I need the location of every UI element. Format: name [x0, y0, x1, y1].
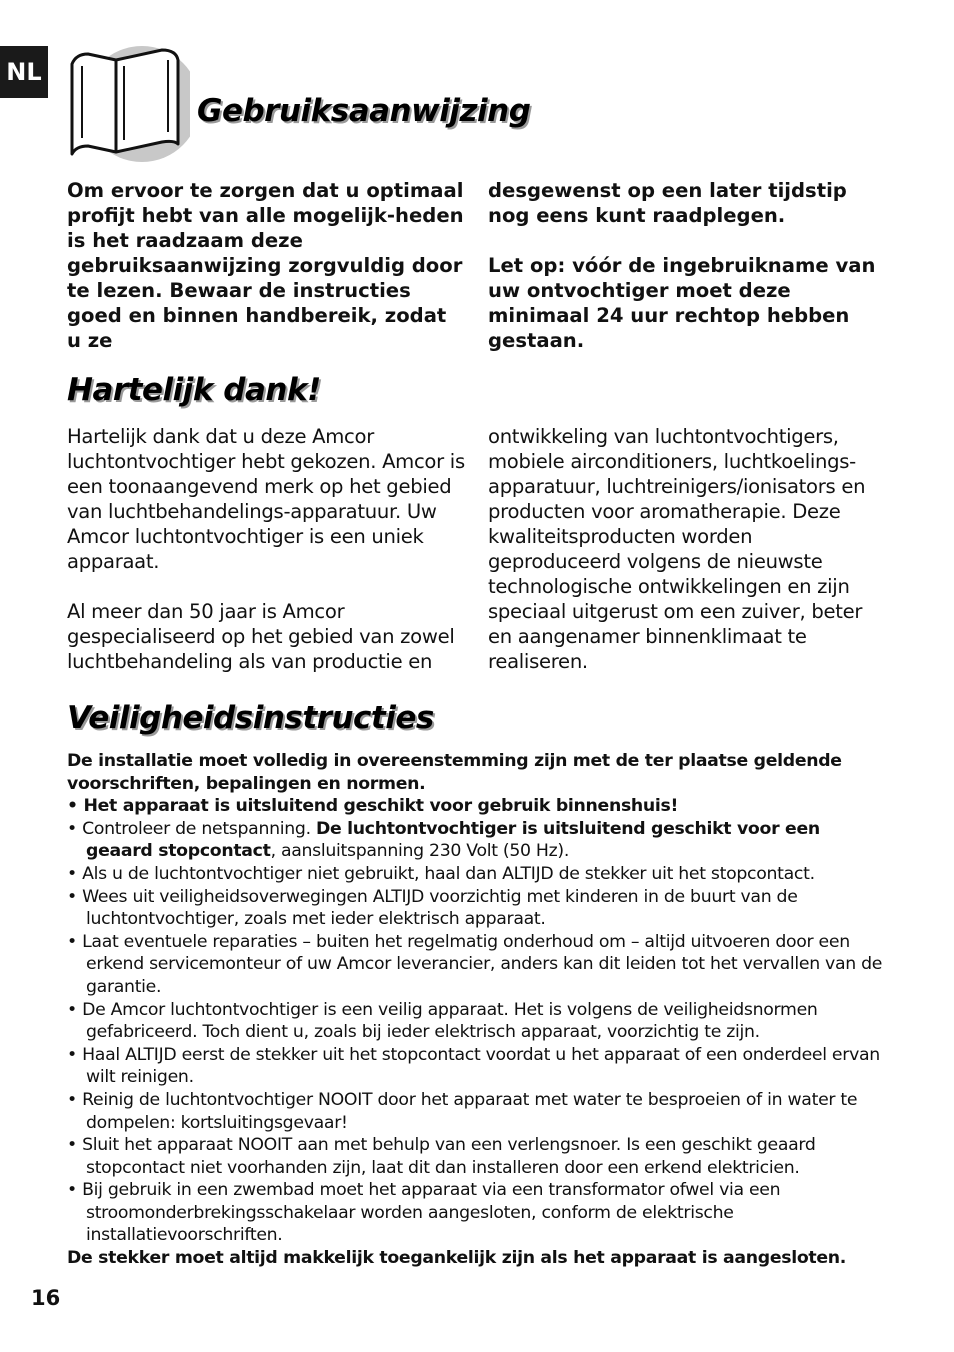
- bullet: •: [67, 796, 78, 817]
- list-item: • Sluit het apparaat NOOIT aan met behulp van een verlengsnoer. Is een geschikt geaard stopcontact niet voorhanden zijn, laat dit dan installeren door een erkend elektricien.: [67, 1135, 816, 1178]
- bullet: •: [67, 818, 77, 839]
- list-item: • Het apparaat is uitsluitend geschikt voor gebruik binnenshuis!: [67, 796, 679, 817]
- thanks-paragraph-2: Al meer dan 50 jaar is Amcor gespecialiseerd op het gebied van zowel luchtbehandeling als van productie en: [67, 600, 455, 673]
- language-tab: NL: [0, 46, 48, 98]
- page-title: Gebruiksaanwijzing: [197, 93, 531, 129]
- safety-list: [67, 750, 887, 1270]
- list-item: • Als u de luchtontvochtiger niet gebruikt, haal dan ALTIJD de stekker uit het stopcontact.: [67, 863, 815, 884]
- safety-heading: Veiligheidsinstructies: [67, 700, 434, 736]
- book-icon: [62, 44, 190, 166]
- page-number: 16: [31, 1286, 61, 1310]
- thanks-paragraph-1: Hartelijk dank dat u deze Amcor luchtontvochtiger hebt gekozen. Amcor is een toonaangevend merk op het gebied van luchtbehandelings-apparatuur. Uw Amcor luchtontvochtiger is een uniek apparaat.: [67, 425, 465, 573]
- bullet: •: [67, 863, 77, 884]
- thanks-paragraph-3: ontwikkeling van luchtontvochtigers, mobiele airconditioners, luchtkoelings-apparatuur, luchtreinigers/ionisators en producten voor aromatherapie. Deze kwaliteitsproducten worden geproduceerd volgens de nieuwste technologische ontwikkelingen en zijn speciaal uitgerust om een zuiver, beter en aangenamer binnenklimaat te realiseren.: [488, 425, 866, 673]
- safety-intro: De installatie moet volledig in overeenstemming zijn met de ter plaatse geldende voorschriften, bepalingen en normen.: [67, 751, 842, 794]
- list-item: • Haal ALTIJD eerst de stekker uit het stopcontact voordat u het apparaat of een onderdeel ervan wilt reinigen.: [67, 1044, 880, 1088]
- bullet: •: [67, 999, 77, 1020]
- list-item: • De Amcor luchtontvochtiger is een veilig apparaat. Het is volgens de veiligheidsnormen gefabriceerd. Toch dient u, zoals bij ieder elektrisch apparaat, voorzichtig te zijn.: [67, 999, 818, 1043]
- bullet: •: [67, 886, 77, 907]
- intro-left: Om ervoor te zorgen dat u optimaal profijt hebt van alle mogelijk-heden is het raadzaam deze gebruiksaanwijzing zorgvuldig door te lezen. Bewaar de instructies goed en binnen handbereik, zodat u ze: [67, 179, 464, 352]
- bullet: •: [67, 1089, 77, 1110]
- intro-right: desgewenst op een later tijdstip nog eens kunt raadplegen.: [488, 179, 847, 227]
- bullet: •: [67, 931, 77, 952]
- notice-text: Let op: vóór de ingebruikname van uw ontvochtiger moet deze minimaal 24 uur rechtop hebben gestaan.: [488, 254, 876, 352]
- safety-closing: De stekker moet altijd makkelijk toegankelijk zijn als het apparaat is aangesloten.: [67, 1248, 847, 1269]
- thanks-heading: Hartelijk dank!: [67, 372, 321, 408]
- list-item: • Laat eventuele reparaties – buiten het regelmatig onderhoud om – altijd uitvoeren door een erkend servicemonteur of uw Amcor leverancier, anders kan dit leiden tot het vervallen van de garantie.: [67, 931, 883, 997]
- bullet: •: [67, 1180, 77, 1201]
- list-item: • Bij gebruik in een zwembad moet het apparaat via een transformator ofwel via een stroomonderbrekingsschakelaar worden aangesloten, conform de elektrische installatievoorschriften.: [67, 1180, 781, 1246]
- list-item: • Controleer de netspanning. De luchtontvochtiger is uitsluitend geschikt voor een geaard stopcontact, aansluitspanning 230 Volt (50 Hz).: [67, 818, 820, 862]
- bullet: •: [67, 1135, 77, 1156]
- list-item: • Wees uit veiligheidsoverwegingen ALTIJD voorzichtig met kinderen in de buurt van de luchtontvochtiger, zoals met ieder elektrisch apparaat.: [67, 886, 798, 930]
- bullet: •: [67, 1044, 77, 1065]
- list-item: • Reinig de luchtontvochtiger NOOIT door het apparaat met water te besproeien of in water te dompelen: kortsluitingsgevaar!: [67, 1089, 858, 1133]
